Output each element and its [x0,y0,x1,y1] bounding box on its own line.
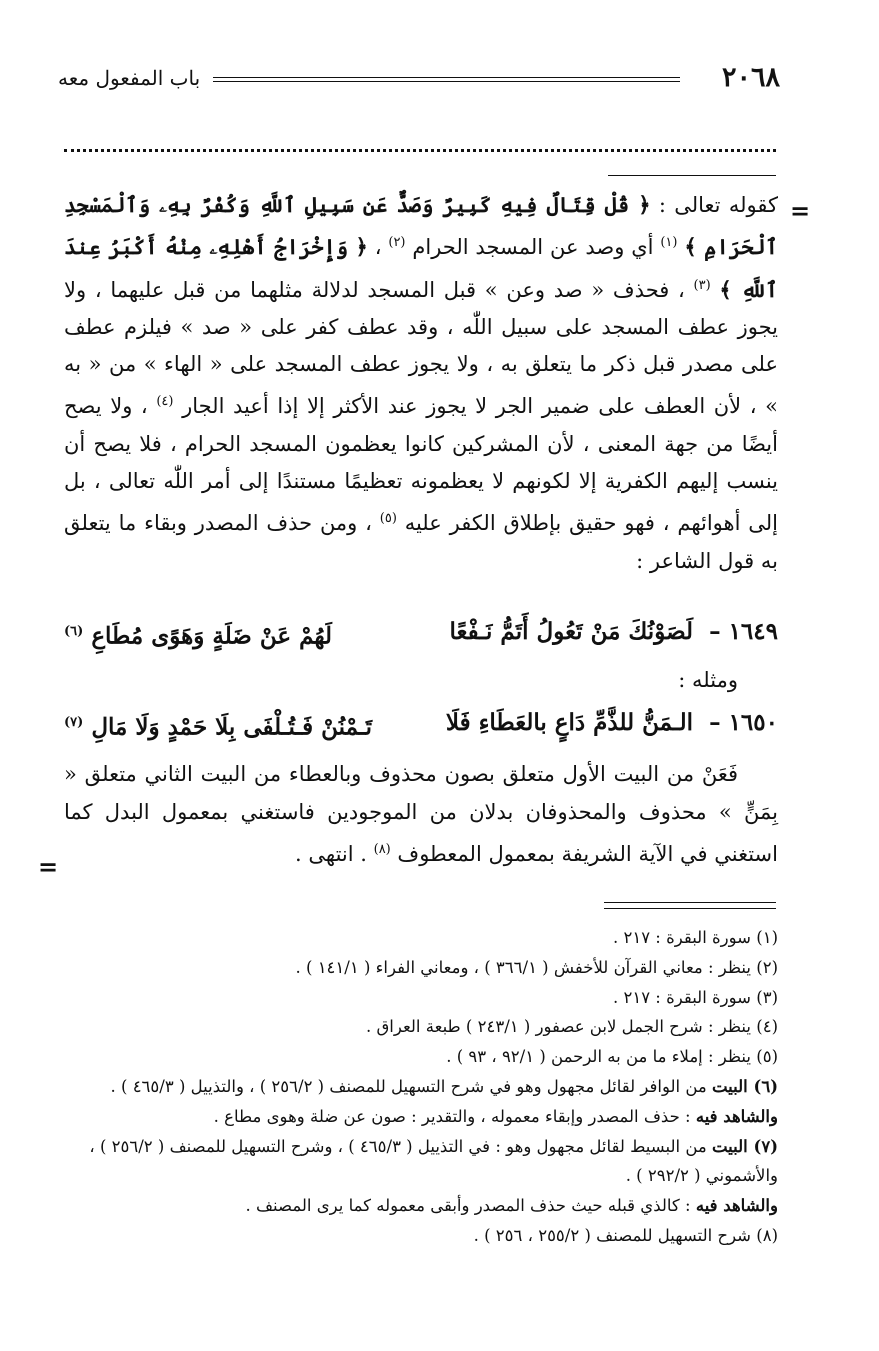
text-run: ، ولا يصح أيضًا من جهة المعنى ، لأن المشركين كانوا يعظمون المسجد الحرام ، فلا يصح أن ينسب إليهم الكفرية إلا لكونهم لا يعظمونه تعظيمًا مستندًا إلى أمر اللّٰه تعالى ، بل إلى أهوائهم ، فهو حقيق بإطلاق الكفر عليه [64,394,778,536]
header-rule [213,77,680,82]
footnote-ref: (٢) [388,235,406,251]
text-run: أي وصد عن المسجد الحرام [405,235,661,260]
verse-hemistich-2: لَهُمْ عَنْ ضَلَةٍ وَهَوًى مُطَاعِ [91,622,333,650]
text-run: فَعَنْ من البيت الأول متعلق بصون محذوف وبالعطاء من البيت الثاني متعلق « بِمَنٍّ » محذوف والمحذوفان بدلان من الموجودين فاستغني بمعمول البدل كما استغني في الآية الشريفة بمعمول المعطوف [64,762,778,866]
verse-second-half [64,703,372,748]
footnote-item: (٣) سورة البقرة : ٢١٧ . [612,987,778,1007]
verse-1650 [64,703,778,748]
footnote-item: والشاهد فيه : كالذي قبله حيث حذف المصدر وأبقى معموله كما يرى المصنف . [245,1196,778,1216]
verse-first-half [450,612,779,657]
footnote-rule [604,902,776,909]
footnote-ref: (٤) [156,394,174,410]
page-number: ٢٠٦٨ [721,62,780,93]
footnote-ref: (٥) [379,511,397,527]
verse-hemistich-2: تَـمْنُنْ فَـتُـلْفَى بِلَا حَمْدٍ وَلَا مَالِ [91,713,373,741]
footnote-item: (١) سورة البقرة : ٢١٧ . [612,928,778,947]
continuation-marker-bottom: = [38,852,59,881]
verse-number: ١٦٥٠ – [709,709,778,736]
text-run: ، فحذف « صد وعن » قبل المسجد لدلالة مثلهما من قبل عليهما ، ولا يجوز عطف المسجد على سبيل اللّٰه ، وقد عطف كفر على « صد » فيلزم عطف على مصدر قبل ذكر ما يتعلق به ، ولا يجوز عطف المسجد على « الهاء » من « به » ، لأن العطف على ضمير الجر لا يجوز عند الأكثر إلا إذا أعيد الجار [64,277,778,419]
verse-first-half [446,703,778,748]
closing-paragraph [64,756,778,874]
quran-quote: ﴿ قُلْ قِتَالٌ فِيهِ كَبِيرٌ وَصَدٌّ عَن سَبِيلِ ٱللَّهِ وَكُفْرٌ بِهِۦ وَٱلْمَسْجِدِ ٱلْحَرَامِ ﴾ [64,192,778,260]
footnote-ref: (٨) [373,842,391,857]
footnote-item: والشاهد فيه : حذف المصدر وإبقاء معموله ، والتقدير : صون عن ضلة وهوى مطاع . [213,1106,778,1126]
quran-quote: ﴿ وَإِخْرَاجُ أَهْلِهِۦ مِنْهُ أَكْبَرُ عِندَ ٱللَّهِ ﴾ [64,234,778,302]
footnote-ref: (٦) [64,624,84,639]
footnote-item: (٥) ينظر : إملاء ما من به الرحمن ( ٩٢/١ ، ٩٣ ) . [446,1047,778,1067]
between-verses: ومثله : [678,668,738,692]
verse-second-half [64,612,332,657]
continuation-marker-top: = [790,196,811,225]
footnote-ref: (١) [660,235,678,251]
verse-hemistich-1: لَصَوْنُكَ مَنْ تَعُولُ أَتَمُّ نَـفْعًا [449,618,694,645]
text-run: كقوله تعالى : [650,193,778,217]
text-run: ، ومن حذف المصدر وبقاء ما يتعلق به قول الشاعر : [64,511,778,573]
page-header [58,58,780,98]
footnote-item: (٦) البيت من الوافر لقائل مجهول وهو في شرح التسهيل للمصنف ( ٢٥٦/٢ ) ، والتذييل ( ٤٦٥/٣ ) . [110,1076,778,1096]
footnote-item: (٧) البيت من البسيط لقائل مجهول وهو : في التذييل ( ٤٦٥/٣ ) ، وشرح التسهيل للمصنف ( ٢٥٦/٢ ) ، والأشموني ( ٢٩٢/٢ ) . [89,1136,778,1186]
verse-hemistich-1: الـمَنُّ للذَّمِّ دَاعٍ بالعَطَاءِ فَلَا [445,709,694,736]
text-run: . انتهى . [295,842,374,866]
verse-1649 [64,612,778,657]
dotted-divider [64,149,776,152]
text-run: ، [367,235,389,260]
divider-rule [608,175,776,176]
verse-number: ١٦٤٩ – [709,618,778,645]
footnote-item: (٢) ينظر : معاني القرآن للأخفش ( ٣٦٦/١ ) ، ومعاني الفراء ( ١٤١/١ ) . [295,957,778,977]
footnote-item: (٨) شرح التسهيل للمصنف ( ٢٥٥/٢ ، ٢٥٦ ) . [473,1225,778,1245]
chapter-title: باب المفعول معه [58,66,201,90]
footnote-item: (٤) ينظر : شرح الجمل لابن عصفور ( ٢٤٣/١ ) طبعة العراق . [365,1017,778,1037]
main-paragraph [64,186,778,580]
footnote-ref: (٣) [693,277,711,293]
footnotes [64,923,778,1251]
footnote-ref: (٧) [64,715,84,730]
